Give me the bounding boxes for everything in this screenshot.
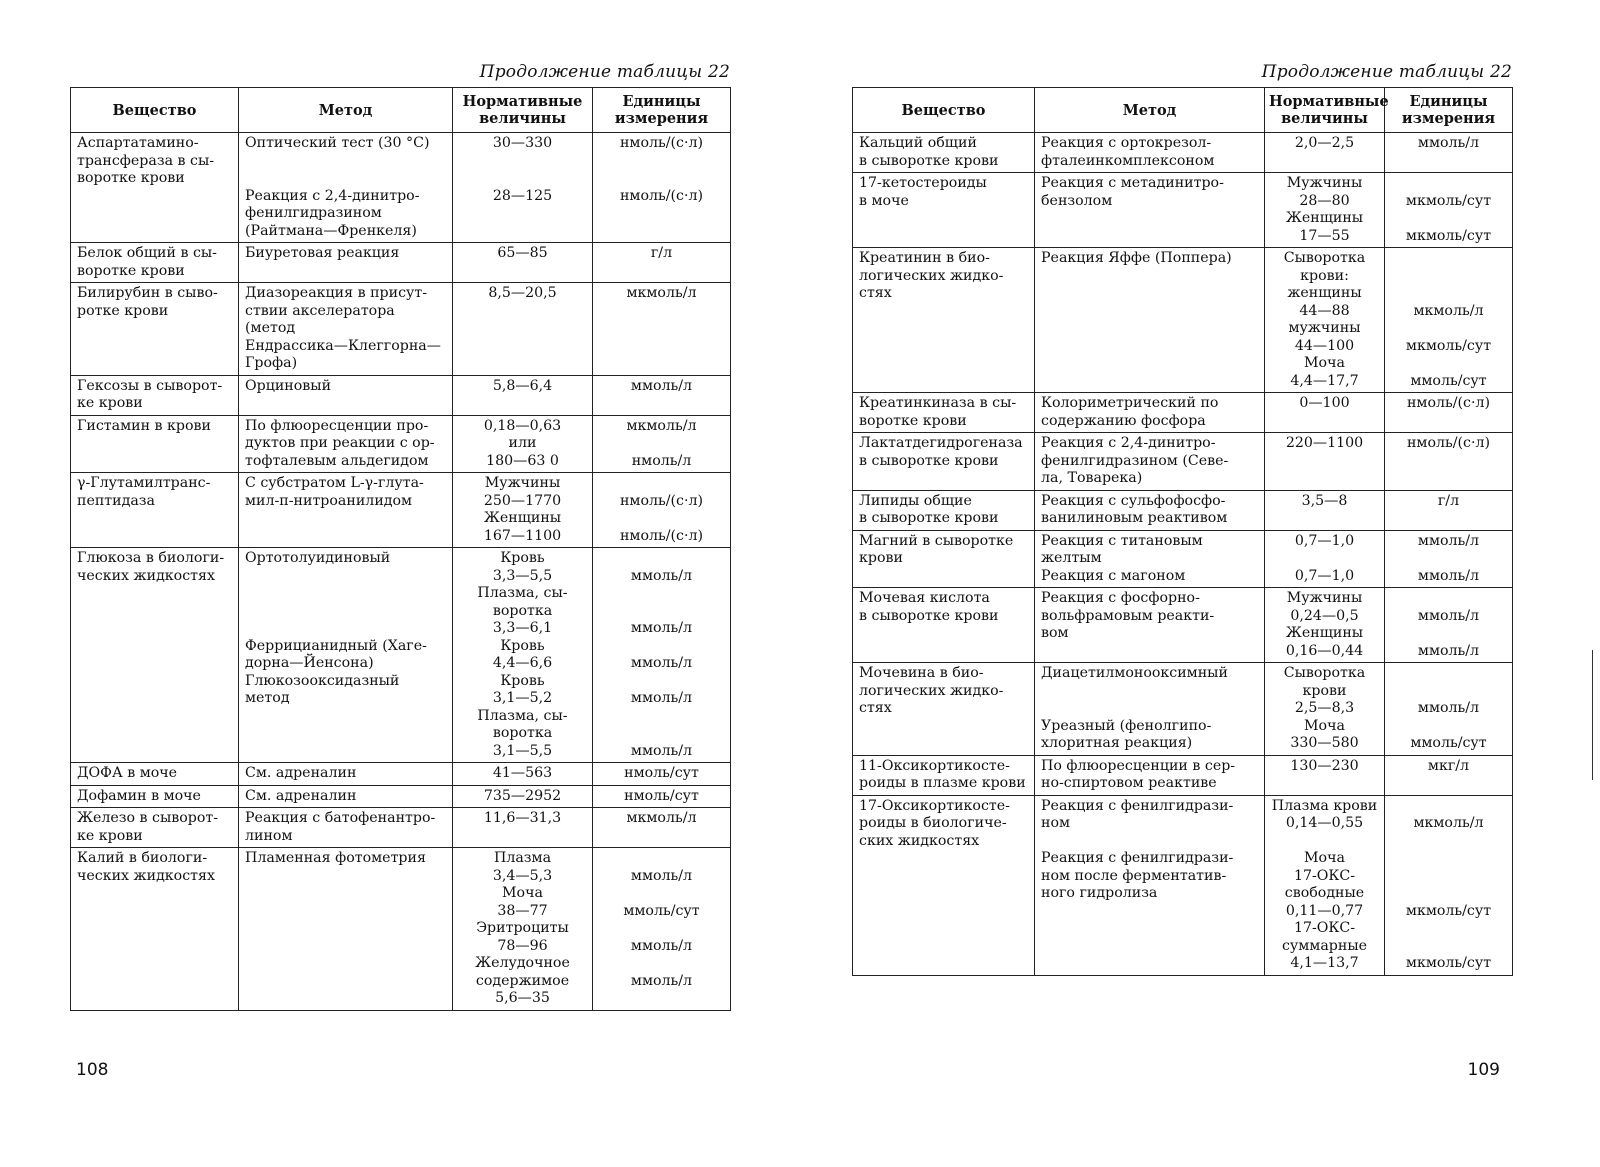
cell-method: См. адреналин [239,763,453,786]
cell-method: С субстратом L-γ-глута- мил-п-нитроанилидом [239,473,453,548]
cell-units: нмоль/(с·л) нмоль/(с·л) [593,473,731,548]
cell-norms: Мужчины 0,24—0,5 Женщины 0,16—0,44 [1265,588,1385,663]
cell-norms: Плазма крови 0,14—0,55 Моча 17-ОКС- свободные 0,11—0,77 17-ОКС- суммарные 4,1—13,7 [1265,795,1385,975]
cell-units: мкмоль/л мкмоль/сут мкмоль/сут [1385,795,1513,975]
cell-substance: 17-Оксикортикосте- роиды в биологиче- ских жидкостях [853,795,1035,975]
cell-norms: 5,8—6,4 [453,375,593,415]
cell-norms: Мужчины 28—80 Женщины 17—55 [1265,173,1385,248]
cell-norms: Кровь 3,3—5,5 Плазма, сы- воротка 3,3—6,1 Кровь 4,4—6,6 Кровь 3,1—5,2 Плазма, сы- воротка 3,1—5,5 [453,548,593,763]
cell-units: нмоль/(с·л) нмоль/(с·л) [593,133,731,243]
cell-substance: Мочевая кислота в сыворотке крови [853,588,1035,663]
table-row [853,530,1513,588]
cell-substance: Кальций общий в сыворотке крови [853,133,1035,173]
header-units: Единицы измерения [1385,88,1513,133]
cell-units: нмоль/сут [593,785,731,808]
table-row [71,473,731,548]
cell-units: нмоль/сут [593,763,731,786]
cell-substance: Липиды общие в сыворотке крови [853,490,1035,530]
table-row [853,393,1513,433]
cell-method: Реакция с фенилгидрази- ном Реакция с фенилгидрази- ном после ферментатив- ного гидролиза [1035,795,1265,975]
cell-norms: 8,5—20,5 [453,283,593,376]
cell-method: Биуретовая реакция [239,243,453,283]
cell-units: г/л [593,243,731,283]
cell-norms: 30—330 28—125 [453,133,593,243]
table-row [71,848,731,1011]
header-norms: Нормативные величины [1265,88,1385,133]
cell-substance: Глюкоза в биологи- ческих жидкостях [71,548,239,763]
cell-substance: Лактатдегидрогеназа в сыворотке крови [853,433,1035,491]
cell-method: Колориметрический по содержанию фосфора [1035,393,1265,433]
cell-norms: 41—563 [453,763,593,786]
cell-substance: Мочевина в био- логических жидко- стях [853,663,1035,756]
cell-method: Диацетилмонооксимный Уреазный (фенолгипо- хлоритная реакция) [1035,663,1265,756]
table-row [71,243,731,283]
cell-method: См. адреналин [239,785,453,808]
cell-norms: 65—85 [453,243,593,283]
cell-substance: Гистамин в крови [71,415,239,473]
cell-units: мкмоль/л мкмоль/сут ммоль/сут [1385,248,1513,393]
table-row [71,548,731,763]
page-number: 108 [76,1060,109,1080]
cell-units: ммоль/л [1385,133,1513,173]
table-row [853,248,1513,393]
cell-method: Ортотолуидиновый Феррицианидный (Хаге- дорна—Йенсона) Глюкозооксидазный метод [239,548,453,763]
cell-substance: Дофамин в моче [71,785,239,808]
table-row [853,663,1513,756]
cell-units: нмоль/(с·л) [1385,433,1513,491]
cell-method: Реакция с фосфорно- вольфрамовым реакти- вом [1035,588,1265,663]
table-row [853,795,1513,975]
header-norms: Нормативные величины [453,88,593,133]
table-row [71,785,731,808]
cell-units: ммоль/л ммоль/л [1385,530,1513,588]
cell-substance: ДОФА в моче [71,763,239,786]
cell-norms: Мужчины 250—1770 Женщины 167—1100 [453,473,593,548]
cell-norms: 735—2952 [453,785,593,808]
cell-substance: Креатинкиназа в сы- воротке крови [853,393,1035,433]
cell-substance: Билирубин в сыво- ротке крови [71,283,239,376]
cell-substance: 11-Оксикортикосте- роиды в плазме крови [853,755,1035,795]
cell-method: По флюоресценции в сер- но-спиртовом реактиве [1035,755,1265,795]
cell-method: Реакция с батофенантро- лином [239,808,453,848]
cell-substance: Креатинин в био- логических жидко- стях [853,248,1035,393]
book-edge-line [1592,650,1593,780]
cell-norms: Плазма 3,4—5,3 Моча 38—77 Эритроциты 78—96 Желудочное содержимое 5,6—35 [453,848,593,1011]
cell-method: Реакция Яффе (Поппера) [1035,248,1265,393]
cell-units: ммоль/л ммоль/л ммоль/л ммоль/л ммоль/л [593,548,731,763]
cell-substance: γ-Глутамилтранс- пептидаза [71,473,239,548]
table-row [71,415,731,473]
page-number: 109 [1467,1060,1500,1080]
cell-units: г/л [1385,490,1513,530]
cell-units: мкмоль/л [593,808,731,848]
cell-substance: 17-кетостероиды в моче [853,173,1035,248]
table-row [71,808,731,848]
cell-substance: Калий в биологи- ческих жидкостях [71,848,239,1011]
cell-norms: 3,5—8 [1265,490,1385,530]
cell-units: мкмоль/л нмоль/л [593,415,731,473]
cell-norms: 130—230 [1265,755,1385,795]
header-method: Метод [239,88,453,133]
cell-norms: 0,18—0,63 или 180—63 0 [453,415,593,473]
cell-method: Реакция с ортокрезол- фталеинкомплексоном [1035,133,1265,173]
cell-substance: Магний в сыворотке крови [853,530,1035,588]
cell-method: Оптический тест (30 °С) Реакция с 2,4-динитро- фенилгидразином (Райтмана—Френкеля) [239,133,453,243]
cell-units: ммоль/л [593,375,731,415]
cell-substance: Гексозы в сыворот- ке крови [71,375,239,415]
cell-method: Реакция с сульфофосфо- ванилиновым реактивом [1035,490,1265,530]
cell-substance: Железо в сыворот- ке крови [71,808,239,848]
cell-method: Реакция с 2,4-динитро- фенилгидразином (Севе- ла, Товарека) [1035,433,1265,491]
norms-table-right [852,87,1513,976]
norms-table-left [70,87,731,1011]
cell-norms: 220—1100 [1265,433,1385,491]
cell-substance: Аспартатамино- трансфераза в сы- воротке крови [71,133,239,243]
cell-norms: 2,0—2,5 [1265,133,1385,173]
table-row [853,490,1513,530]
cell-method: Орциновый [239,375,453,415]
cell-method: Реакция с титановым желтым Реакция с магоном [1035,530,1265,588]
cell-units: мкг/л [1385,755,1513,795]
header-units: Единицы измерения [593,88,731,133]
table-row [71,283,731,376]
header-substance: Вещество [71,88,239,133]
table-row [71,133,731,243]
cell-norms: 11,6—31,3 [453,808,593,848]
table-header-row [853,88,1513,133]
cell-units: ммоль/л ммоль/сут [1385,663,1513,756]
table-row [853,173,1513,248]
cell-units: ммоль/л ммоль/л [1385,588,1513,663]
header-substance: Вещество [853,88,1035,133]
table-row [853,133,1513,173]
table-row [71,375,731,415]
table-row [853,588,1513,663]
table-row [853,433,1513,491]
table-header-row [71,88,731,133]
table-row [71,763,731,786]
cell-method: Диазореакция в присут- ствии акселератора (метод Ендрассика—Клеггорна— Грофа) [239,283,453,376]
cell-norms: Сыворотка крови 2,5—8,3 Моча 330—580 [1265,663,1385,756]
cell-norms: 0—100 [1265,393,1385,433]
cell-substance: Белок общий в сы- воротке крови [71,243,239,283]
cell-units: мкмоль/сут мкмоль/сут [1385,173,1513,248]
table-continuation-caption: Продолжение таблицы 22 [479,62,730,82]
header-method: Метод [1035,88,1265,133]
table-row [853,755,1513,795]
table-continuation-caption: Продолжение таблицы 22 [1261,62,1512,82]
cell-method: Пламенная фотометрия [239,848,453,1011]
cell-units: ммоль/л ммоль/сут ммоль/л ммоль/л [593,848,731,1011]
cell-units: мкмоль/л [593,283,731,376]
cell-method: По флюоресценции про- дуктов при реакции с ор- тофталевым альдегидом [239,415,453,473]
cell-norms: 0,7—1,0 0,7—1,0 [1265,530,1385,588]
cell-norms: Сыворотка крови: женщины 44—88 мужчины 44—100 Моча 4,4—17,7 [1265,248,1385,393]
cell-method: Реакция с метадинитро- бензолом [1035,173,1265,248]
cell-units: нмоль/(с·л) [1385,393,1513,433]
